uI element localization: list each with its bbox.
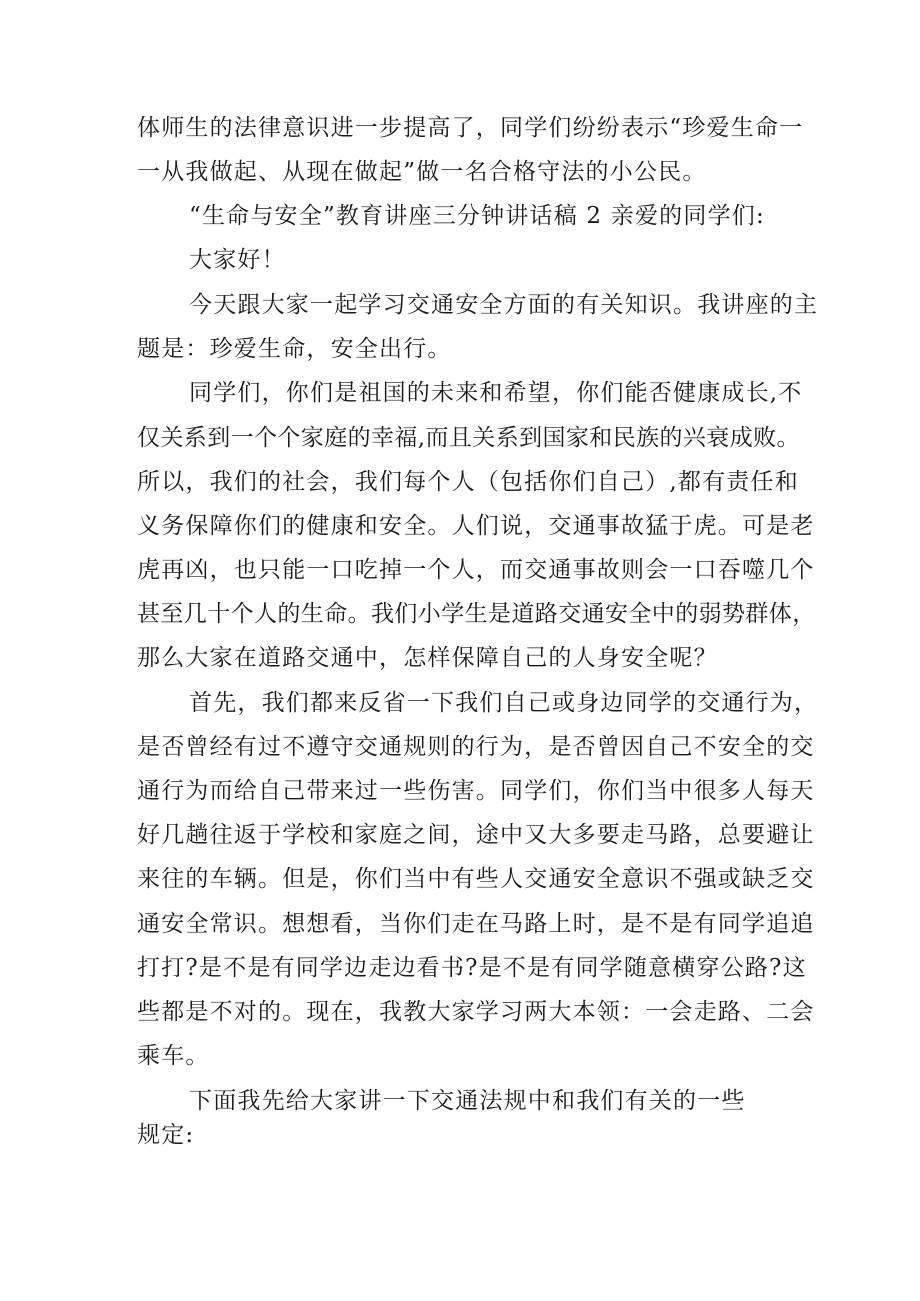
- text-line: 是否曾经有过不遵守交通规则的行为，是否曾因自己不安全的交: [137, 734, 815, 760]
- text-line: 那么大家在道路交通中，怎样保障自己的人身安全呢？: [137, 645, 718, 671]
- text-line: 首先，我们都来反省一下我们自己或身边同学的交通行为，: [189, 690, 819, 716]
- text-line: 一从我做起、从现在做起”做一名合格守法的小公民。: [137, 159, 707, 185]
- text-line: 虎再凶，也只能一口吃掉一个人，而交通事故则会一口吞噬几个: [137, 557, 815, 583]
- text-line: 义务保障你们的健康和安全。人们说，交通事故猛于虎。可是老: [137, 513, 815, 539]
- text-line: 题是：珍爱生命，安全出行。: [137, 336, 452, 362]
- text-line: 来往的车辆。但是，你们当中有些人交通安全意识不强或缺乏交: [137, 866, 815, 892]
- greeting-line: 大家好！: [189, 247, 286, 273]
- text-line: 所以，我们的社会，我们每个人（包括你们自己）,都有责任和: [137, 469, 799, 495]
- text-line: 通安全常识。想想看，当你们走在马路上时，是不是有同学追追: [137, 911, 815, 937]
- text-line: 同学们，你们是祖国的未来和希望，你们能否健康成长,不: [189, 380, 803, 406]
- text-line: 下面我先给大家讲一下交通法规中和我们有关的一些: [189, 1088, 746, 1114]
- text-line: 些都是不对的。现在，我教大家学习两大本领：一会走路、二会: [137, 999, 815, 1025]
- text-line: 好几趟往返于学校和家庭之间，途中又大多要走马路，总要避让: [137, 822, 815, 848]
- text-line: 乘车。: [137, 1043, 210, 1069]
- text-line: 仅关系到一个个家庭的幸福,而且关系到国家和民族的兴衰成败。: [137, 425, 800, 451]
- text-line: 甚至几十个人的生命。我们小学生是道路交通安全中的弱势群体，: [137, 601, 816, 627]
- section-heading-line: “生命与安全”教育讲座三分钟讲话稿 2 亲爱的同学们:: [189, 203, 765, 229]
- text-line: 今天跟大家一起学习交通安全方面的有关知识。我讲座的主: [189, 292, 819, 318]
- text-line: 打打?是不是有同学边走边看书?是不是有同学随意横穿公路?这: [137, 955, 807, 981]
- text-line: 体师生的法律意识进一步提高了，同学们纷纷表示“珍爱生命一: [137, 115, 804, 141]
- text-line: 规定:: [137, 1122, 195, 1148]
- text-line: 通行为而给自己带来过一些伤害。同学们，你们当中很多人每天: [137, 778, 815, 804]
